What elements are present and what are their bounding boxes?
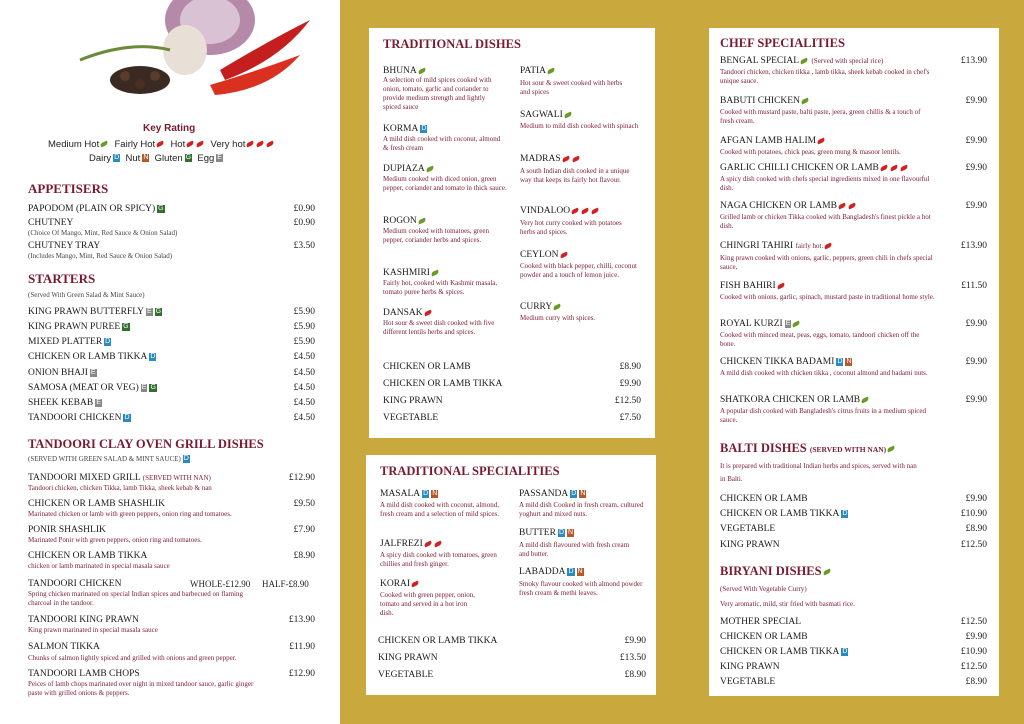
menu-item: KASHMIRI xyxy=(383,268,440,278)
item-desc: Medium cooked with tomatoes, green pepper, coriander herbs and spices. xyxy=(383,227,489,244)
chili-icon xyxy=(899,164,908,171)
tandoori-heading: TANDOORI CLAY OVEN GRILL DISHES xyxy=(28,437,264,451)
chili-icon xyxy=(411,580,420,587)
item-desc: Medium to mild dish cooked with spinach xyxy=(520,122,639,130)
menu-item: CHICKEN OR LAMB SHASHLIK xyxy=(28,499,165,509)
menu-item: TANDOORI LAMB CHOPS xyxy=(28,669,140,679)
gluten-icon: G xyxy=(185,154,192,162)
item-desc: Hot sour & sweet cooked with herbs and spices xyxy=(520,79,623,96)
key-dairy: Dairy xyxy=(89,153,112,164)
item-desc: Grilled lamb or chicken Tikka cooked with Bangladesh's finest pickle a hot dish. xyxy=(720,213,931,230)
appetisers-heading: APPETISERS xyxy=(28,181,109,196)
menu-item: PAPODOM (PLAIN OR SPICY) G xyxy=(28,204,164,214)
price: £5.90 xyxy=(293,307,315,317)
menu-item: KING PRAWN PUREE G xyxy=(28,322,129,332)
biryani-heading: BIRYANI DISHES xyxy=(720,564,832,579)
price: £13.50 xyxy=(619,653,646,663)
gluten-icon: G xyxy=(123,322,129,330)
menu-item: TANDOORI KING PRAWN xyxy=(28,615,139,625)
traditional-specialities-panel xyxy=(366,455,656,695)
balti-heading: BALTI DISHES (SERVED WITH NAN) xyxy=(720,441,896,456)
price: £7.50 xyxy=(619,413,641,423)
chili-icon xyxy=(824,242,833,249)
left-page xyxy=(0,0,340,724)
nut-icon: N xyxy=(143,154,149,162)
key-medium: Medium Hot xyxy=(48,139,100,150)
key-row-allergens xyxy=(89,153,223,164)
menu-item: SALMON TIKKA xyxy=(28,642,100,652)
menu-item: NAGA CHICKEN OR LAMB xyxy=(720,201,857,211)
nut-icon: N xyxy=(432,489,438,497)
menu-item: SAGWALI xyxy=(520,110,573,120)
price-row-name: KING PRAWN xyxy=(720,662,780,672)
price-row-name: VEGETABLE xyxy=(378,670,434,680)
biryani-sub: (Served With Vegetable Curry) xyxy=(720,585,807,593)
price: £0.90 xyxy=(293,204,315,214)
price: £9.90 xyxy=(965,163,987,173)
chili-icon xyxy=(417,217,426,224)
chili-icon xyxy=(817,137,826,144)
price-row-name: VEGETABLE xyxy=(383,413,439,423)
price: £13.90 xyxy=(960,241,987,251)
menu-item: VINDALOO xyxy=(520,206,600,216)
menu-item: DUPIAZA xyxy=(383,164,435,174)
price-whole: WHOLE-£12.90 xyxy=(190,579,251,589)
menu-item: GARLIC CHILLI CHICKEN OR LAMB xyxy=(720,163,909,173)
item-desc: Cooked with potatoes, chick peas, green mung & masoor lentils. xyxy=(720,148,901,156)
price: £9.90 xyxy=(965,201,987,211)
price: £11.50 xyxy=(961,281,987,291)
egg-icon: E xyxy=(141,383,147,391)
dairy-icon: D xyxy=(423,489,429,497)
chili-icon xyxy=(563,111,572,118)
menu-item: CHINGRI TAHIRI fairly hot. xyxy=(720,241,833,251)
item-desc: chicken or lamb marinated in special masala sauce xyxy=(28,562,170,570)
key-gluten: Gluten xyxy=(154,153,183,164)
chili-icon xyxy=(425,165,434,172)
price: £12.50 xyxy=(614,396,641,406)
chili-icon xyxy=(196,141,205,148)
price: £8.90 xyxy=(965,524,987,534)
dairy-icon: D xyxy=(842,509,848,517)
chili-icon xyxy=(879,164,888,171)
price: £9.90 xyxy=(619,379,641,389)
price: £5.90 xyxy=(293,322,315,332)
price: £9.90 xyxy=(965,357,987,367)
menu-item: SHATKORA CHICKEN OR LAMB xyxy=(720,395,870,405)
price: £10.90 xyxy=(960,647,987,657)
chili-icon xyxy=(847,202,856,209)
menu-item: SHEEK KEBAB E xyxy=(28,398,101,408)
price: £0.90 xyxy=(293,218,315,228)
price: £11.90 xyxy=(289,642,315,652)
chili-icon xyxy=(887,446,896,453)
price: £12.50 xyxy=(960,540,987,550)
menu-item: BENGAL SPECIAL (Served with special rice) xyxy=(720,56,884,66)
chili-icon xyxy=(889,164,898,171)
price: £4.50 xyxy=(293,383,315,393)
gluten-icon: G xyxy=(150,383,156,391)
item-desc: Medium curry with spices. xyxy=(520,314,596,322)
item-desc: A south Indian dish cooked in a unique way that keeps its fairly hot flavour. xyxy=(520,167,630,184)
item-desc: A mild dish cooked with chicken tikka , coconut almond and badami nuts. xyxy=(720,369,928,377)
chili-icon xyxy=(553,303,562,310)
item-desc: Cooked with minced meat, peas, eggs, tomato, tandoori chicken off the bone. xyxy=(720,331,920,348)
chili-icon xyxy=(266,141,275,148)
price-row-name: CHICKEN OR LAMB xyxy=(720,494,808,504)
dairy-icon: D xyxy=(421,124,427,132)
dairy-icon: D xyxy=(114,154,120,162)
egg-icon: E xyxy=(217,154,222,162)
chili-icon xyxy=(423,309,432,316)
biryani-desc: Very aromatic, mild, stir fried with basmati rice. xyxy=(720,600,855,608)
chili-icon xyxy=(571,155,580,162)
chili-icon xyxy=(571,207,580,214)
price: £9.90 xyxy=(965,632,987,642)
menu-item: PATIA xyxy=(520,66,556,76)
price-row-name: CHICKEN OR LAMB TIKKA xyxy=(378,636,498,646)
price: £4.50 xyxy=(293,368,315,378)
price: £9.90 xyxy=(624,636,646,646)
chili-icon xyxy=(591,207,600,214)
item-desc: Cooked with black pepper, chilli, coconut powder and a touch of lemon juice. xyxy=(520,262,637,279)
menu-item: KORAI xyxy=(380,579,420,589)
menu-item: ROYAL KURZI E xyxy=(720,319,801,329)
price: £4.50 xyxy=(293,398,315,408)
menu-item: SAMOSA (MEAT OR VEG) E G xyxy=(28,383,156,393)
menu-item: ROGON xyxy=(383,216,427,226)
item-desc: (Includes Mango, Mint, Red Sauce & Onion Salad) xyxy=(28,252,173,260)
chili-icon xyxy=(561,155,570,162)
item-desc: Marinated Ponir with green peppers, onion ring and tomatoes. xyxy=(28,536,202,544)
menu-item: CHICKEN TIKKA BADAMI D N xyxy=(720,357,852,367)
chili-icon xyxy=(822,569,831,576)
gluten-icon: G xyxy=(158,204,164,212)
item-desc: A mild dish flavoured with fresh cream and butter. xyxy=(519,541,630,558)
price-row-name: CHICKEN OR LAMB TIKKA D xyxy=(720,509,848,519)
menu-item: FISH BAHIRI xyxy=(720,281,786,291)
menu-item: DANSAK xyxy=(383,308,433,318)
menu-item: ONION BHAJI E xyxy=(28,368,96,378)
chili-icon xyxy=(800,97,809,104)
dairy-icon: D xyxy=(124,413,130,421)
starters-heading: STARTERS xyxy=(28,271,96,286)
chili-icon xyxy=(559,251,568,258)
price: £12.90 xyxy=(288,669,315,679)
price-row-name: CHICKEN OR LAMB xyxy=(720,632,808,642)
menu-item: AFGAN LAMB HALIM xyxy=(720,136,826,146)
dairy-icon: D xyxy=(837,357,843,365)
price: £5.90 xyxy=(293,337,315,347)
chili-icon xyxy=(861,396,870,403)
price: £9.90 xyxy=(965,319,987,329)
item-desc: A mild dish cooked with coconut, almond, fresh cream and a selection of mild spices. xyxy=(380,501,499,518)
menu-item: MIXED PLATTER D xyxy=(28,337,111,347)
item-desc: A popular dish cooked with Bangladesh's citrus fruits in a medium spiced sauce. xyxy=(720,407,926,424)
tandoori-sub: (SERVED WITH GREEN SALAD & MINT SAUCE) D xyxy=(28,455,189,463)
key-egg: Egg xyxy=(197,153,215,164)
menu-item: BABUTI CHICKEN xyxy=(720,96,810,106)
chili-icon xyxy=(431,269,440,276)
price: £9.50 xyxy=(293,499,315,509)
price: £9.90 xyxy=(965,395,987,405)
item-desc: Marinated chicken or lamb with green peppers, onion ring and tomatoes. xyxy=(28,510,232,518)
item-desc: Peices of lamb chops marinated over night in mixed tandoor sauce, garlic ginger paste with grilled onions & peppers. xyxy=(28,680,254,697)
chili-icon xyxy=(433,540,442,547)
price: £4.50 xyxy=(293,352,315,362)
item-desc: Spring chicken marinated on special Indian spices and barbecued on flaming charcoal in the tandoor. xyxy=(28,590,243,607)
chili-icon xyxy=(417,67,426,74)
item-desc: King prawn cooked with onions, garlic, peppers, green chili in chefs special sauce, xyxy=(720,254,933,271)
menu-item: LABADDA D N xyxy=(519,567,583,577)
item-desc: Medium cooked with diced onion, green pepper, coriander and tomato in thick sauce. xyxy=(383,175,507,192)
chili-icon xyxy=(792,320,801,327)
price: £4.50 xyxy=(293,413,315,423)
item-desc: A mild dish Cooked in fresh cream, cultured yoghurt and mixed nuts. xyxy=(519,501,644,518)
price-row-name: CHICKEN OR LAMB TIKKA xyxy=(383,379,503,389)
price: £12.50 xyxy=(960,662,987,672)
chili-icon xyxy=(581,207,590,214)
chili-icon xyxy=(423,540,432,547)
menu-item: CHUTNEY xyxy=(28,218,74,228)
dairy-icon: D xyxy=(105,337,111,345)
price-row-name: KING PRAWN xyxy=(383,396,443,406)
egg-icon: E xyxy=(90,368,96,376)
specialities-heading: TRADITIONAL SPECIALITIES xyxy=(380,464,560,478)
dairy-icon: D xyxy=(150,352,156,360)
key-hot: Hot xyxy=(170,139,186,150)
menu-item: KORMA D xyxy=(383,124,427,134)
menu-item: CHUTNEY TRAY xyxy=(28,241,101,251)
menu-item: TANDOORI CHICKEN xyxy=(28,579,122,589)
nut-icon: N xyxy=(846,357,852,365)
key-nut: Nut xyxy=(125,153,141,164)
price-row-name: CHICKEN OR LAMB TIKKA D xyxy=(720,647,848,657)
menu-item: PASSANDA D N xyxy=(519,489,586,499)
chili-icon xyxy=(547,67,556,74)
menu-item: TANDOORI MIXED GRILL (SERVED WITH NAN) xyxy=(28,473,211,483)
chef-heading: CHEF SPECIALITIES xyxy=(720,36,845,50)
price-half: HALF-£8.90 xyxy=(262,579,309,589)
dairy-icon: D xyxy=(183,455,189,463)
menu-item: CURRY xyxy=(520,302,562,312)
item-desc: Chunks of salmon lightly spiced and grilled with onions and green pepper. xyxy=(28,654,237,662)
egg-icon: E xyxy=(785,319,791,327)
chili-icon xyxy=(186,141,195,148)
price: £13.90 xyxy=(288,615,315,625)
traditional-heading: TRADITIONAL DISHES xyxy=(383,37,521,51)
item-desc: A selection of mild spices cooked with onion, tomato, garlic and coriander to provide medium strength and lightly spiced sauce xyxy=(383,76,492,111)
price: £7.90 xyxy=(293,525,315,535)
price: £9.90 xyxy=(965,136,987,146)
dairy-icon: D xyxy=(842,647,848,655)
item-desc: Very hot curry cooked with potatoes herbs and spices. xyxy=(520,219,622,236)
item-desc: A spicy dish cooked with chefs special ingredients mixed in one flavourful dish. xyxy=(720,175,930,192)
menu-item: TANDOORI CHICKEN D xyxy=(28,413,130,423)
price-row-name: CHICKEN OR LAMB xyxy=(383,362,471,372)
traditional-dishes-panel xyxy=(369,28,655,438)
menu-item: MASALA D N xyxy=(380,489,438,499)
key-row-heat xyxy=(48,139,275,150)
price-row-name: VEGETABLE xyxy=(720,677,776,687)
gluten-icon: G xyxy=(155,307,162,315)
item-desc: Tandoori chicken, chicken Tikka, lamb Tikka, sheek kebab & nan xyxy=(28,484,212,492)
price: £8.90 xyxy=(624,670,646,680)
price: £12.90 xyxy=(288,473,315,483)
price: £9.90 xyxy=(965,494,987,504)
starters-sub: (Served With Green Salad & Mint Sauce) xyxy=(28,291,145,299)
dairy-icon: D xyxy=(558,528,565,536)
item-desc: Smoky flavour cooked with almond powder fresh cream & methi leaves. xyxy=(519,580,643,597)
dairy-icon: D xyxy=(568,567,574,575)
menu-item: BUTTER D N xyxy=(519,528,574,538)
item-desc: A mild dish cooked with coconut, almond & fresh cream xyxy=(383,135,501,152)
item-desc: Tandoori chicken, chicken tikka , lamb tikka, sheek kebab cooked in chef's unique sauce. xyxy=(720,68,930,85)
price: £9.90 xyxy=(965,96,987,106)
key-very: Very hot xyxy=(210,139,246,150)
item-desc: Cooked with green pepper, onion, tomato and served in a hot iron dish. xyxy=(380,591,475,617)
balti-desc: It is prepared with traditional Indian herbs and spices, served with nan in Balti. xyxy=(720,462,917,483)
nut-icon: N xyxy=(577,567,583,575)
menu-item: PONIR SHASHLIK xyxy=(28,525,106,535)
price: £8.90 xyxy=(293,551,315,561)
menu-item: MADRAS xyxy=(520,154,581,164)
menu-item: CHICKEN OR LAMB TIKKA D xyxy=(28,352,156,362)
chili-icon xyxy=(837,202,846,209)
chef-specialities-panel xyxy=(709,28,999,696)
item-desc: Hot sour & sweet dish cooked with five different lentils herbs and spices. xyxy=(383,319,495,336)
price: £13.90 xyxy=(960,56,987,66)
menu-item: CHICKEN OR LAMB TIKKA xyxy=(28,551,148,561)
price-row-name: KING PRAWN xyxy=(378,653,438,663)
dairy-icon: D xyxy=(571,489,577,497)
item-desc: A spicy dish cooked with tomatoes, green chillies and fresh ginger. xyxy=(380,551,497,568)
menu-item: KING PRAWN BUTTERFLY E G xyxy=(28,307,162,317)
chili-icon xyxy=(246,141,255,148)
chili-icon xyxy=(100,141,109,148)
chili-icon xyxy=(256,141,265,148)
key-fairly: Fairly Hot xyxy=(114,139,156,150)
item-desc: King prawn marinated in special masala sauce xyxy=(28,626,158,634)
item-desc: Cooked with mustard paste, balti paste, jeera, green chillis & a touch of fresh cream. xyxy=(720,108,921,125)
price: £10.90 xyxy=(960,509,987,519)
item-desc: Cooked with onions, garlic, spinach, mustard paste in traditional home style. xyxy=(720,293,935,301)
menu-item: BHUNA xyxy=(383,66,427,76)
menu-item: CEYLON xyxy=(520,250,569,260)
nut-icon: N xyxy=(580,489,586,497)
chili-icon xyxy=(776,282,785,289)
price-row-name: MOTHER SPECIAL xyxy=(720,617,802,627)
price-row-name: VEGETABLE xyxy=(720,524,776,534)
key-rating-title: Key Rating xyxy=(143,123,196,134)
price: £8.90 xyxy=(619,362,641,372)
chili-icon xyxy=(156,141,165,148)
price: £8.90 xyxy=(965,677,987,687)
item-desc: Fairly hot, cooked with Kashmir masala, tomato puree herbs & spices. xyxy=(383,279,498,296)
price: £12.50 xyxy=(960,617,987,627)
nut-icon: N xyxy=(568,528,574,536)
item-desc: (Choice Of Mango, Mint, Red Sauce & Onion Salad) xyxy=(28,229,178,237)
spices-illustration xyxy=(20,0,320,120)
price: £3.50 xyxy=(293,241,315,251)
egg-icon: E xyxy=(96,398,101,406)
menu-item: JALFREZI xyxy=(380,539,443,549)
price-row-name: KING PRAWN xyxy=(720,540,780,550)
chili-icon xyxy=(800,57,809,64)
egg-icon: E xyxy=(146,307,152,315)
